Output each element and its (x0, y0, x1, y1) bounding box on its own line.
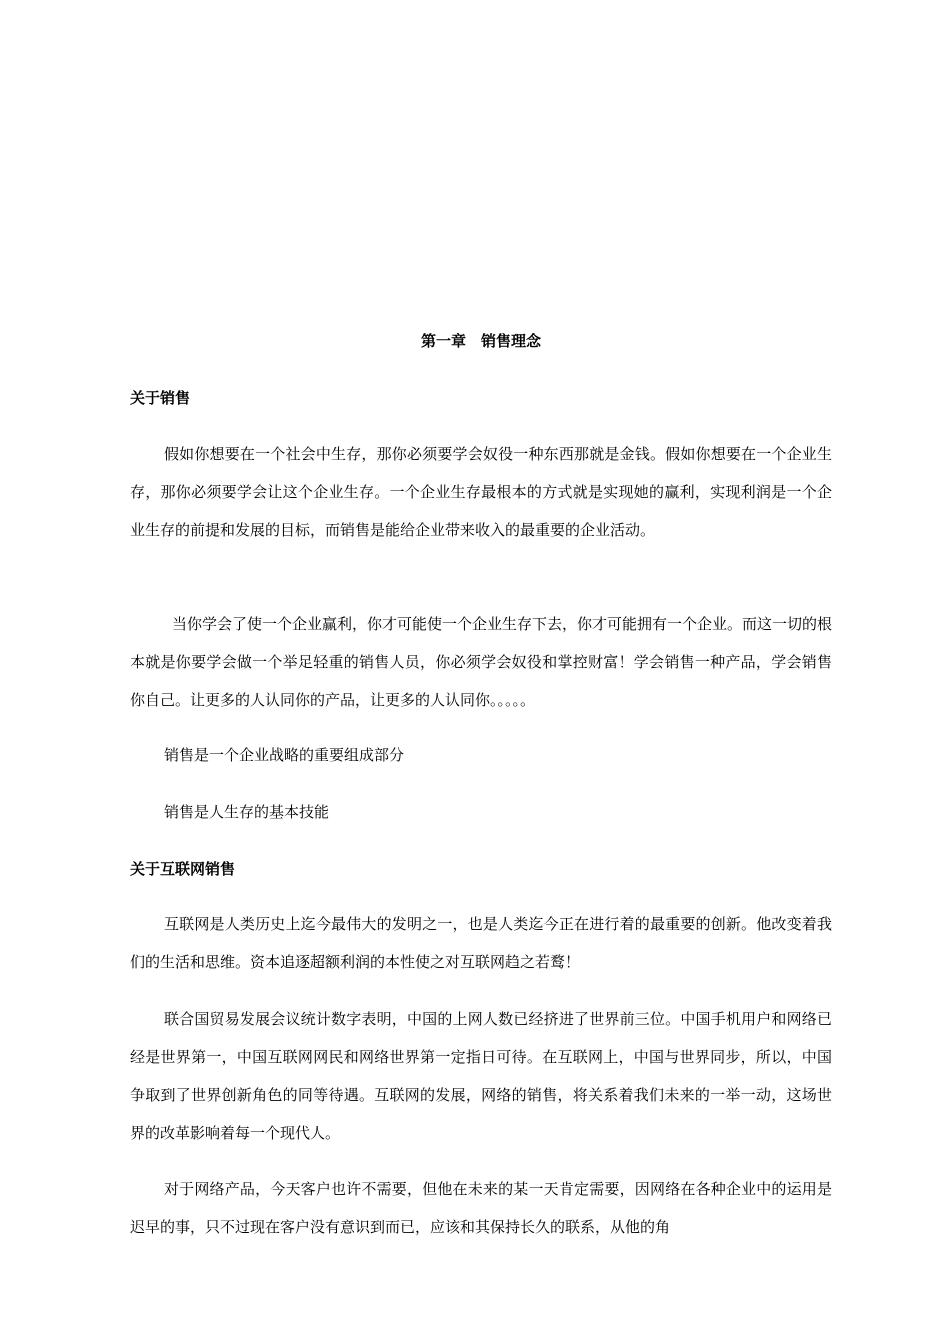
section-heading-internet-sales: 关于互联网销售 (130, 860, 236, 878)
paragraph-internet-3: 对于网络产品，今天客户也许不需要，但他在未来的某一天肯定需要，因网络在各种企业中的运用是迟早的事，只不过现在客户没有意识到而已，应该和其保持长久的联系，从他的角 (130, 1180, 832, 1236)
section-heading-sales: 关于销售 (130, 389, 191, 407)
statement-sales-skill: 销售是人生存的基本技能 (164, 803, 330, 821)
statement-sales-strategy: 销售是一个企业战略的重要组成部分 (164, 746, 405, 764)
paragraph-sales-2: 当你学会了使一个企业赢利，你才可能使一个企业生存下去，你才可能拥有一个企业。而这一切的根本就是你要学会做一个举足轻重的销售人员，你必须学会奴役和掌控财富！学会销售一种产品，学会销售你自己。让更多的人认同你的产品，让更多的人认同你。。。。。 (130, 615, 833, 709)
paragraph-sales-1: 假如你想要在一个社会中生存，那你必须要学会奴役一种东西那就是金钱。假如你想要在一个企业生存，那你必须要学会让这个企业生存。一个企业生存最根本的方式就是实现她的赢利，实现利润是一个企业生存的前提和发展的目标，而销售是能给企业带来收入的最重要的企业活动。 (130, 445, 832, 539)
paragraph-internet-1: 互联网是人类历史上迄今最伟大的发明之一，也是人类迄今正在进行着的最重要的创新。他改变着我们的生活和思维。资本追逐超额利润的本性使之对互联网趋之若鹜！ (130, 915, 832, 971)
paragraph-internet-2: 联合国贸易发展会议统计数字表明，中国的上网人数已经挤进了世界前三位。中国手机用户和网络已经是世界第一，中国互联网网民和网络世界第一定指日可待。在互联网上，中国与世界同步，所以，中国争取到了世界创新角色的同等待遇。互联网的发展，网络的销售，将关系着我们未来的一举一动，这场世界的改革影响着每一个现代人。 (130, 1010, 832, 1142)
chapter-title: 第一章 销售理念 (420, 332, 541, 350)
